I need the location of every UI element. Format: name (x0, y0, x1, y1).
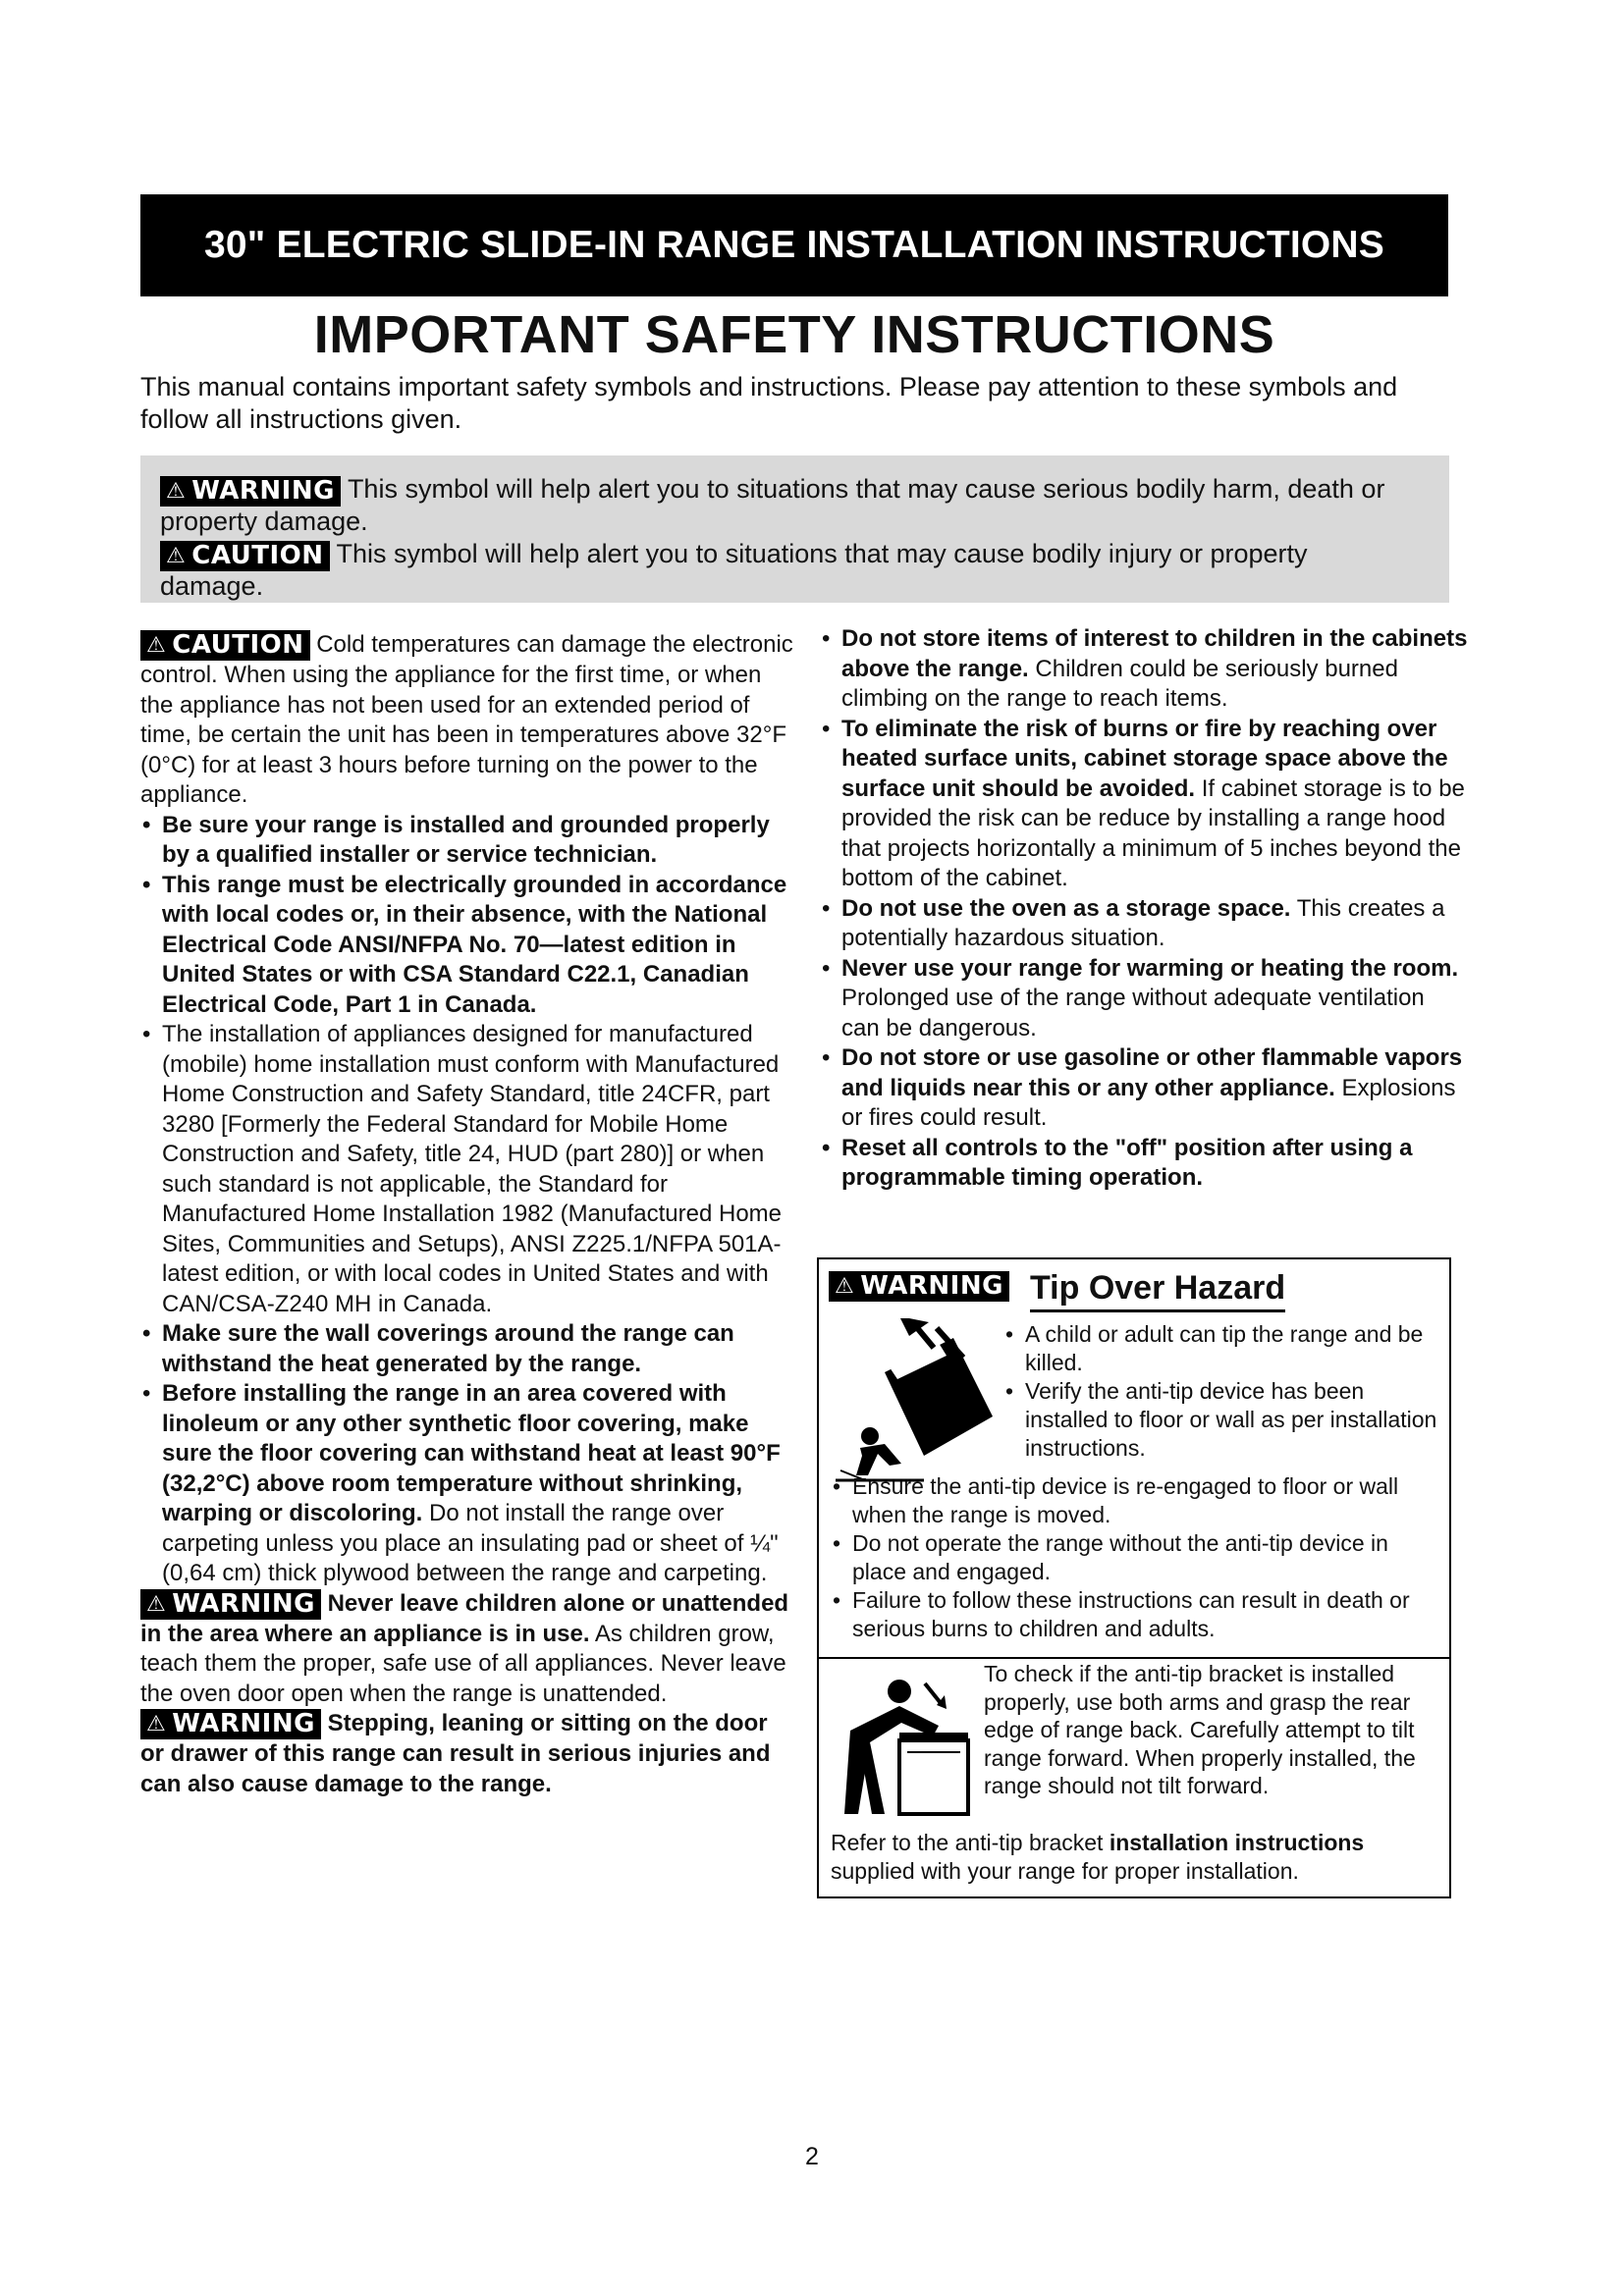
warning-triangle-icon: ⚠ (146, 1712, 167, 1736)
list-item: • Never use your range for warming or heating the room. Prolonged use of the range without adequate ventilation can be dangerous. (820, 954, 1468, 1044)
legend-warning-text: This symbol will help alert you to situations that may cause serious bodily harm, death or (347, 474, 1385, 504)
list-item: • Do not operate the range without the anti-tip device in place and engaged. (831, 1529, 1439, 1586)
tip-over-bottom-list (831, 1472, 1439, 1643)
caution-paragraph: ⚠ CAUTION Cold temperatures can damage the electronic control. When using the appliance for the first time, or when the appliance has not been used for an extended period of time, be certain the unit has been in temperatures above 32°F (0°C) for at least 3 hours before turning on the power to the appliance. (140, 630, 793, 808)
list-item: • Do not use the oven as a storage space. This creates a potentially hazardous situation. (820, 894, 1468, 954)
list-item: • Do not store or use gasoline or other flammable vapors and liquids near this or any other appliance. Explosions or fires could result. (820, 1043, 1468, 1134)
legend-caution-text: This symbol will help alert you to situations that may cause bodily injury or property (336, 539, 1308, 568)
warning-badge: ⚠ WARNING (829, 1271, 1009, 1302)
list-item: • The installation of appliances designed for manufactured (mobile) home installation must conform with Manufactured Home Construction and Safety Standard, title 24CFR, part 3280 [Formerly the Federal Standard for Mobile Home Construction and Safety, title 24, HUD (part 280)] or when such standard is not applicable, the Standard for Manufactured Home Installation 1982 (Manufactured Home Sites, Communities and Setups), ANSI Z225.1/NFPA 501A-latest edition, or with local codes in United States and with CAN/CSA-Z240 MH in Canada. (140, 1020, 793, 1319)
warning-paragraph-door: ⚠ WARNING Stepping, leaning or sitting on the door or drawer of this range can result in serious injuries and can also cause damage to the range. (140, 1709, 771, 1797)
legend-caution-line (160, 538, 1308, 571)
tip-refer-text: Refer to the anti-tip bracket installation instructions supplied with your range for proper installation. (831, 1830, 1365, 1884)
warning-badge: ⚠ WARNING (140, 1589, 321, 1620)
left-column (140, 630, 793, 1799)
list-item: • Do not store items of interest to children in the cabinets above the range. Children could be seriously burned climbing on the range to reach items. (820, 624, 1468, 715)
warning-triangle-icon: ⚠ (835, 1274, 855, 1299)
tip-check-text: To check if the anti-tip bracket is installed properly, use both arms and grasp the rear edge of range back. Carefully attempt to tilt range forward. When properly installed, the range should not tilt forward. (984, 1661, 1416, 1798)
warning-triangle-icon: ⚠ (146, 633, 167, 658)
caution-badge: ⚠ CAUTION (160, 541, 330, 571)
list-item: • Before installing the range in an area covered with linoleum or any other synthetic floor covering, make sure the floor covering can withstand heat at least 90°F (32,2°C) above room temperature without shrinking, warping or discoloring. Do not install the range over carpeting unless you place an insulating pad or sheet of ¼" (0,64 cm) thick plywood between the range and carpeting. (140, 1379, 793, 1589)
list-item: • This range must be electrically grounded in accordance with local codes or, in their absence, with the National Electrical Code ANSI/NFPA No. 70—latest edition in United States or with CSA Standard C22.1, Canadian Electrical Code, Part 1 in Canada. (140, 871, 793, 1021)
tip-over-divider (819, 1657, 1449, 1659)
list-item: • Be sure your range is installed and grounded properly by a qualified installer or service technician. (140, 811, 793, 871)
tip-over-hazard-box (817, 1257, 1451, 1898)
tipping-range-icon (831, 1318, 1012, 1490)
list-item: • Verify the anti-tip device has been installed to floor or wall as per installation instructions. (1003, 1377, 1440, 1463)
caution-badge: ⚠ CAUTION (140, 630, 310, 661)
symbol-legend-box (140, 455, 1449, 603)
tip-over-top-list (1003, 1320, 1440, 1463)
person-checking-range-icon (831, 1672, 978, 1819)
legend-caution-text-cont: damage. (160, 571, 264, 601)
warning-triangle-icon: ⚠ (146, 1591, 167, 1617)
header-banner: 30" ELECTRIC SLIDE-IN RANGE INSTALLATION INSTRUCTIONS (140, 194, 1448, 296)
warning-badge: ⚠ WARNING (140, 1709, 321, 1739)
list-item: • To eliminate the risk of burns or fire by reaching over heated surface units, cabinet storage space above the surface unit should be avoided. If cabinet storage is to be provided the risk can be reduce by installing a range hood that projects horizontally a minimum of 5 inches beyond the bottom of the cabinet. (820, 715, 1468, 894)
page-number: 2 (805, 2143, 819, 2170)
page-title: IMPORTANT SAFETY INSTRUCTIONS (313, 305, 1275, 364)
warning-triangle-icon: ⚠ (166, 479, 187, 504)
legend-warning-text-cont: property damage. (160, 507, 368, 536)
list-item: • Make sure the wall coverings around the range can withstand the heat generated by the range. (140, 1319, 793, 1379)
list-item: • Failure to follow these instructions can result in death or serious burns to children and adults. (831, 1586, 1439, 1643)
warning-paragraph-children: ⚠ WARNING Never leave children alone or unattended in the area where an appliance is in use. As children grow, teach them the proper, safe use of all appliances. Never leave the oven door open when the range is unattended. (140, 1588, 789, 1707)
warning-badge: ⚠ WARNING (160, 476, 341, 507)
intro-text: This manual contains important safety symbols and instructions. Please pay attention to these symbols and follow all instructions given. (140, 372, 1398, 434)
tip-over-title: Tip Over Hazard (1030, 1269, 1285, 1312)
list-item: • Reset all controls to the "off" position after using a programmable timing operation. (820, 1134, 1468, 1194)
right-column (820, 624, 1468, 1194)
list-item: • Ensure the anti-tip device is re-engaged to floor or wall when the range is moved. (831, 1472, 1439, 1529)
warning-triangle-icon: ⚠ (166, 544, 187, 568)
list-item: • A child or adult can tip the range and be killed. (1003, 1320, 1440, 1377)
legend-warning-line (160, 473, 1384, 507)
